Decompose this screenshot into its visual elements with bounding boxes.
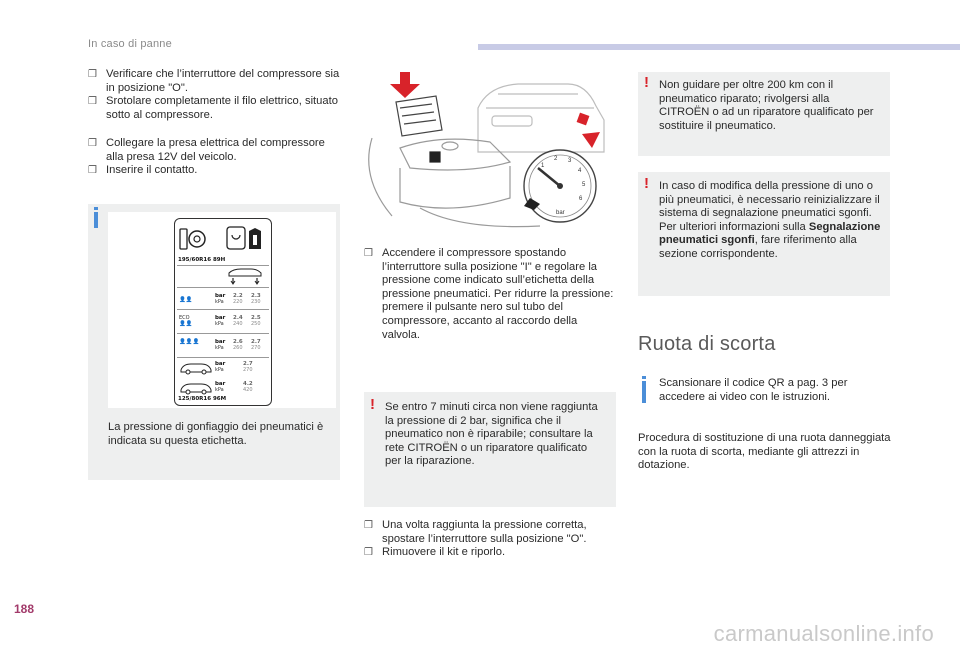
pressure-front-kpa: 240 [233,321,243,327]
label-divider [177,333,269,334]
steps-list-c [364,247,618,342]
pressure-front: 2.4 [233,315,243,321]
header-rule [478,44,960,50]
unit-bar: bar [215,339,226,345]
gauge-unit: bar [556,210,565,216]
list-item: ❒ Inserire il contatto. [88,164,198,177]
gauge-tick-3: 3 [568,158,572,164]
gauge-tick-1: 1 [541,163,545,169]
unit-bar: bar [215,381,226,387]
eco-label: ECO [179,315,190,321]
label-divider [177,265,269,266]
info-caption: La pressione di gonfiaggio dei pneumatici è indicata su questa etichetta. [108,421,324,447]
gauge-tick-5: 5 [582,182,586,188]
pressure-rear: 2.7 [251,339,261,345]
warning-exclamation-icon: ! [370,396,375,413]
info-icon [642,381,646,403]
procedure-text: Procedura di sostituzione di una ruota danneggiata con la ruota di scorta, mediante gli attrezzi in dotazione. [638,432,891,472]
pressure-value: 2.7 [243,361,253,367]
checkbox-bullet-icon: ❒ [88,138,97,149]
steps-list-d [364,519,618,560]
list-item: ❒ Rimuovere il kit e riporlo. [364,546,506,559]
tyre-label [174,218,272,406]
pressure-gauge-icon [524,150,596,222]
passengers-icon: 👤👤👤 [179,339,200,345]
warning-text: Non guidare per oltre 200 km con il pneumatico riparato; rivolgersi alla CITROËN o ad un riparatore qualificato per sostituire il pneumatico. [659,79,874,132]
pressure-front-kpa: 260 [233,345,243,351]
checkbox-bullet-icon: ❒ [364,248,373,259]
unit-bar: bar [215,361,226,367]
steps-list-b [88,137,343,178]
running-header: In caso di panne [88,38,172,50]
unit-bar: bar [215,293,226,299]
list-item: ❒ Srotolare completamente il filo elettrico, situato sotto al compressore. [88,95,338,121]
unit-kpa: kPa [215,387,224,393]
pressure-front-kpa: 220 [233,299,243,305]
pressure-rear: 2.3 [251,293,261,299]
warning-exclamation-icon: ! [644,175,649,192]
unit-kpa: kPa [215,299,224,305]
unit-kpa: kPa [215,345,224,351]
tyre-icon [179,227,207,251]
section-title: Ruota di scorta [638,333,776,355]
warning-exclamation-icon: ! [644,74,649,91]
gauge-tick-4: 4 [578,168,582,174]
list-item: ❒ Collegare la presa elettrica del compressore alla presa 12V del veicolo. [88,137,325,163]
pressure-front: 2.2 [233,293,243,299]
checkbox-bullet-icon: ❒ [88,69,97,80]
manual-book-icon [225,225,265,253]
list-item: ❒ Una volta raggiunta la pressione corretta, spostare l’interruttore sulla posizione "O". [364,519,587,545]
checkbox-bullet-icon: ❒ [364,520,373,531]
list-item: ❒ Accendere il compressore spostando l’interruttore sulla posizione "I" e regolare la pressione come indicato sull’etichetta della pressione pneumatici. Per ridurre la pressione: premere il pulsante nero sul tubo del compressore, accanto al raccordo della valvola. [364,247,614,341]
cross-reference: Segnalazione pneumatici sgonfi [659,220,881,247]
info-note-qr [638,375,890,409]
compressor-illustration [360,68,618,234]
checkbox-bullet-icon: ❒ [88,165,97,177]
passengers-icon: 👤👤 [179,321,193,327]
car-pressure-icon [223,267,267,285]
label-divider [177,287,269,288]
pressure-value: 4.2 [243,381,253,387]
gauge-tick-6: 6 [579,196,583,202]
pressure-value-kpa: 420 [243,387,253,393]
steps-list-a [88,68,343,122]
warning-panel-7-minutes [364,392,616,507]
label-divider [177,357,269,358]
checkbox-bullet-icon: ❒ [364,547,373,559]
warning-text: Se entro 7 minuti circa non viene raggiunta la pressione di 2 bar, significa che il pneumatico non è riparabile; consultare la rete CITROËN o un riparatore qualificato per la riparazione. [385,401,598,468]
pressure-front: 2.6 [233,339,243,345]
watermark: carmanualsonline.info [713,621,934,647]
unit-kpa: kPa [215,321,224,327]
gauge-tick-2: 2 [554,156,558,162]
pressure-rear-kpa: 230 [251,299,261,305]
car-spare-icon [179,381,213,395]
tyre-pressure-label-figure [108,212,336,408]
page-number: 188 [14,602,35,616]
car-towing-icon [179,361,213,375]
checkbox-bullet-icon: ❒ [88,96,97,108]
info-text: Scansionare il codice QR a pag. 3 per accedere ai video con le istruzioni. [659,377,848,403]
pressure-value-kpa: 270 [243,367,253,373]
pressure-rear-kpa: 270 [251,345,261,351]
tyre-size-bottom: 125/80R16 96M [178,396,227,402]
warning-panel-200km [638,72,890,156]
pressure-rear: 2.5 [251,315,261,321]
tyre-size-top: 195/60R16 89H [178,257,226,263]
unit-kpa: kPa [215,367,224,373]
unit-bar: bar [215,315,226,321]
label-divider [177,309,269,310]
pressure-rear-kpa: 250 [251,321,261,327]
list-item: ❒ Verificare che l’interruttore del compressore sia in posizione "O". [88,68,340,94]
warning-panel-pressure-reset [638,172,890,296]
passengers-icon: 👤👤 [179,297,193,303]
warning-text: In caso di modifica della pressione di uno o più pneumatici, è necessario reinizializzare il sistema di segnalazione pneumatici sgonfi. Per ulteriori informazioni sulla Segnalazione pneumatici sgonfi, fare riferimento alla sezione corrispondente. [659,180,881,260]
info-icon [94,212,98,228]
